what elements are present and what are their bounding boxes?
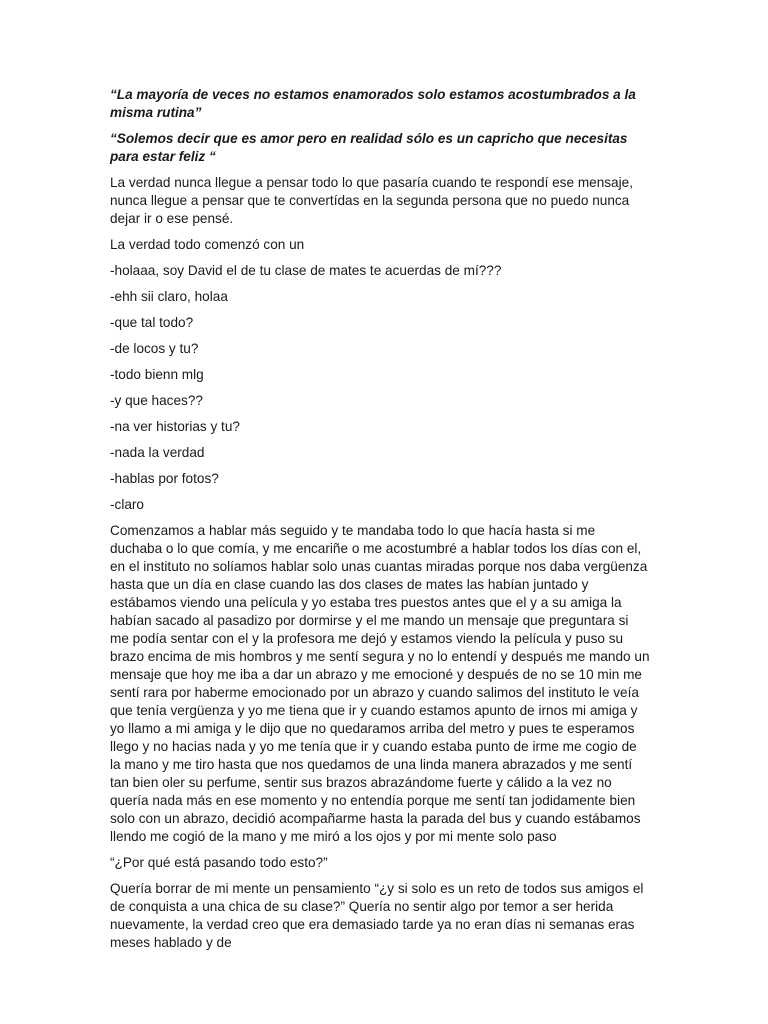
paragraph-story: Comenzamos a hablar más seguido y te mandaba todo lo que hacía hasta si me duchaba o lo que comía, y me encariñe o me acostumbré a hablar todos los días con el, en el instituto no solíamos hablar solo unas cuantas miradas porque nos daba vergüenza hasta que un día en clase cuando las dos clases de mates las habían juntado y estábamos viendo una película y yo estaba tres puestos antes que el y a su amiga la habían sacado al pasadizo por dormirse y el me mando un mensaje que preguntara si me podía sentar con el y la profesora me dejó y estamos viendo la película y puso su brazo encima de mis hombros y me sentí segura y no lo entendí y después me mando un mensaje que hoy me iba a dar un abrazo y me emocioné y después de no se 10 min me sentí rara por haberme emocionado por un abrazo y cuando salimos del instituto le veía que tenía vergüenza y yo me tiena que ir y cuando estamos apunto de irnos mi amiga y yo llamo a mi amiga y le dijo que no quedaramos arriba del metro y pues te esperamos llego y no hacias nada y yo me tenía que ir y cuando estaba punto de irme me cogio de la mano y me tiro hasta que nos quedamos de una linda manera abrazados y me sentí tan bien oler su perfume, sentir sus brazos abrazándome fuerte y cálido a la vez no quería nada más en ese momento y no entendía porque me sentí tan jodidamente bien solo con un abrazo, decidió acompañarme hasta la parada del bus y cuando estábamos llendo me cogió de la mano y me miró a los ojos y por mi mente solo paso: [110, 523, 650, 844]
dialogue-line: -y que haces??: [110, 393, 203, 408]
dialogue-line: -nada la verdad: [110, 445, 205, 460]
paragraph-question: “¿Por qué está pasando todo esto?”: [110, 855, 328, 870]
dialogue-line: -holaaa, soy David el de tu clase de mates te acuerdas de mí???: [110, 263, 502, 278]
paragraph-start: La verdad todo comenzó con un: [110, 237, 305, 252]
dialogue-line: -ehh sii claro, holaa: [110, 289, 228, 304]
document-body: [110, 86, 650, 960]
dialogue-line: -que tal todo?: [110, 315, 194, 330]
dialogue-line: -de locos y tu?: [110, 341, 199, 356]
opening-quote-2: “Solemos decir que es amor pero en realidad sólo es un capricho que necesitas para estar feliz “: [110, 131, 628, 164]
dialogue-line: -todo bienn mlg: [110, 367, 204, 382]
paragraph-thought: Quería borrar de mi mente un pensamiento “¿y si solo es un reto de todos sus amigos el de conquista a una chica de su clase?” Quería no sentir algo por temor a ser herida nuevamente, la verdad creo que era demasiado tarde ya no eran días ni semanas eras meses hablado y de: [110, 881, 644, 950]
dialogue-line: -hablas por fotos?: [110, 471, 219, 486]
dialogue-line: -claro: [110, 497, 144, 512]
dialogue-line: -na ver historias y tu?: [110, 419, 240, 434]
paragraph-intro: La verdad nunca llegue a pensar todo lo que pasaría cuando te respondí ese mensaje, nunca llegue a pensar que te convertídas en la segunda persona que no puedo nunca dejar ir o ese pensé.: [110, 175, 633, 226]
opening-quote-1: “La mayoría de veces no estamos enamorados solo estamos acostumbrados a la misma rutina”: [110, 87, 636, 120]
